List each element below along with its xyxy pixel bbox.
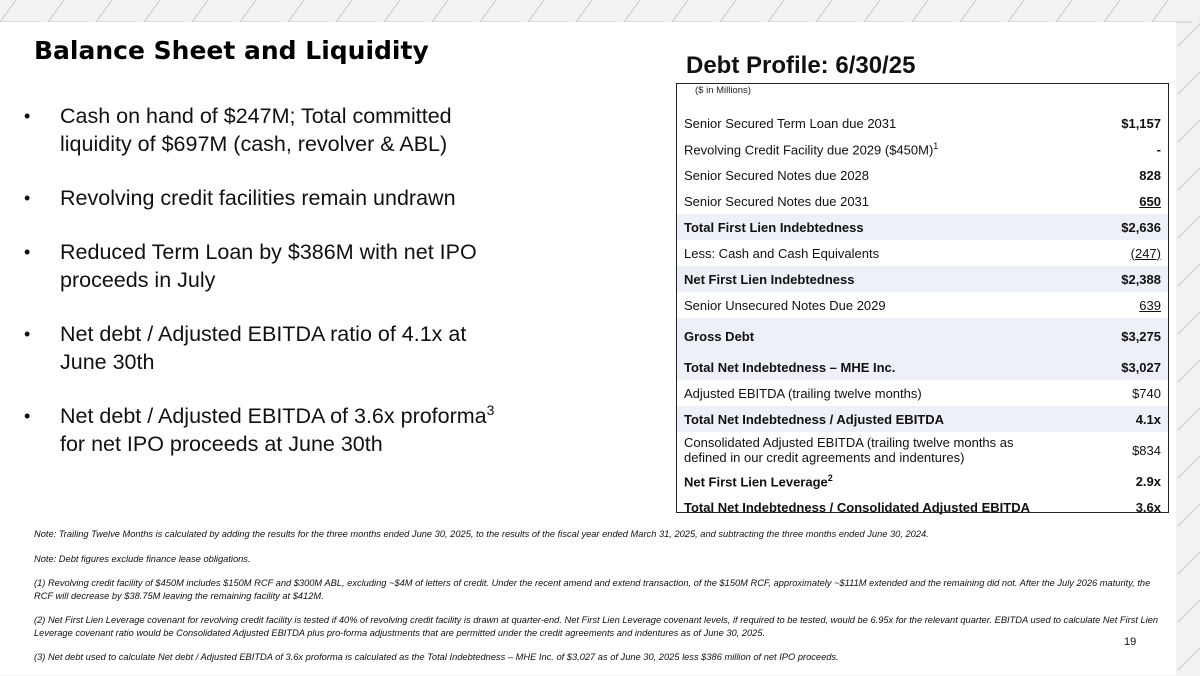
- debt-row: [677, 380, 1168, 406]
- debt-row: [677, 162, 1168, 188]
- debt-row: [677, 188, 1168, 214]
- debt-row: [677, 354, 1168, 380]
- debt-row-label: Net First Lien Leverage$^2$: [684, 472, 833, 490]
- debt-row-label: Consolidated Adjusted EBITDA (trailing twelve months as defined in our credit agreements and indentures): [684, 435, 1014, 465]
- bullet-dot-icon: •: [24, 106, 31, 126]
- debt-row-value: $3,275: [1064, 318, 1168, 354]
- bullet-dot-icon: •: [24, 324, 31, 344]
- debt-row-value: $3,027: [1064, 354, 1168, 380]
- debt-row: [677, 432, 1168, 468]
- slide-title: Balance Sheet and Liquidity: [34, 36, 429, 65]
- debt-row-label: Total Net Indebtedness – MHE Inc.: [677, 354, 1064, 380]
- debt-row-label: Senior Secured Notes due 2031: [684, 193, 870, 209]
- debt-row-value: -: [1156, 141, 1161, 157]
- debt-row: [677, 468, 1168, 494]
- debt-row-value: $2,636: [1064, 214, 1168, 240]
- debt-row-value: (247): [1130, 245, 1161, 261]
- debt-profile-table: [677, 110, 1168, 520]
- debt-row: [677, 318, 1168, 354]
- debt-row-label: Net First Lien Indebtedness: [677, 266, 1064, 292]
- debt-row-label: Total Net Indebtedness / Adjusted EBITDA: [677, 406, 1064, 432]
- bullet-list: [22, 102, 512, 484]
- bullet-item: • Net debt / Adjusted EBITDA of 3.6x proforma$^3$ for net IPO proceeds at June 30th: [24, 401, 495, 456]
- debt-row-label: Revolving Credit Facility due 2029 ($450M)$^1$: [684, 140, 939, 158]
- bullet-item: • Cash on hand of $247M; Total committed liquidity of $697M (cash, revolver & ABL): [24, 104, 452, 156]
- debt-row-value: 4.1x: [1064, 406, 1168, 432]
- debt-row-label: Senior Unsecured Notes Due 2029: [684, 297, 886, 313]
- debt-row: [677, 406, 1168, 432]
- debt-row-value: 828: [1139, 167, 1161, 183]
- debt-row-label: Adjusted EBITDA (trailing twelve months): [684, 385, 922, 401]
- debt-row-label: Senior Secured Term Loan due 2031: [684, 115, 897, 131]
- debt-profile-title: Debt Profile: 6/30/25: [686, 52, 916, 79]
- debt-row-value: $834: [1132, 442, 1161, 458]
- page-number: 19: [1124, 636, 1137, 648]
- slide-panel: [0, 22, 1176, 675]
- debt-row-label: Total First Lien Indebtedness: [677, 214, 1064, 240]
- bullet-dot-icon: •: [24, 242, 31, 262]
- footnotes: [34, 528, 1159, 676]
- debt-row-value: 2.9x: [1135, 473, 1161, 489]
- debt-row-value: 3.6x: [1135, 499, 1161, 515]
- footnote: Note: Trailing Twelve Months is calculated by adding the results for the three months ended June 30, 2025, to the results of the fiscal year ended March 31, 2025, and subtracting the three months ended June 30, 2024.: [34, 529, 929, 539]
- debt-profile-table-box: [676, 83, 1169, 513]
- debt-row: [677, 494, 1168, 520]
- debt-row: [677, 110, 1168, 136]
- debt-row-label: Gross Debt: [677, 318, 1064, 354]
- footnote: Note: Debt figures exclude finance lease obligations.: [34, 553, 251, 564]
- footnote: (2) Net First Lien Leverage covenant for revolving credit facility is tested if 40% of revolving credit facility is drawn at quarter-end. Net First Lien Leverage covenant levels, if required to be tested, would be 6.95x for the relevant quarter. EBITDA used to calculate Net First Lien Leverage covenant ratio would be Consolidated Adjusted EBITDA plus pro-forma adjustments that are permitted under the credit agreements and indentures as of June 30, 2025.: [34, 615, 1159, 638]
- bullet-item: • Net debt / Adjusted EBITDA ratio of 4.1x at June 30th: [24, 322, 467, 374]
- debt-row-value: $1,157: [1121, 115, 1161, 131]
- debt-row-value: $740: [1132, 385, 1161, 401]
- debt-row-value: 639: [1139, 297, 1161, 313]
- debt-row-label: Senior Secured Notes due 2028: [684, 167, 870, 183]
- debt-row: [677, 136, 1168, 162]
- debt-row-value: $2,388: [1064, 266, 1168, 292]
- debt-row: [677, 240, 1168, 266]
- bullet-dot-icon: •: [24, 406, 31, 426]
- debt-row: [677, 266, 1168, 292]
- footnote: (3) Net debt used to calculate Net debt / Adjusted EBITDA of 3.6x proforma is calculated as the Total Indebtedness – MHE Inc. of $3,027 as of June 30, 2025 less $386 million of net IPO proceeds.: [34, 652, 839, 662]
- debt-row: [677, 292, 1168, 318]
- debt-row: [677, 214, 1168, 240]
- bullet-item: • Reduced Term Loan by $386M with net IPO proceeds in July: [24, 240, 477, 292]
- debt-row-label: Less: Cash and Cash Equivalents: [684, 245, 880, 261]
- debt-row-value: 650: [1139, 193, 1161, 209]
- units-note: ($ in Millions): [695, 85, 751, 96]
- footnote: (1) Revolving credit facility of $450M includes $150M RCF and $300M ABL, excluding ~$4M of letters of credit. Under the recent amend and extend transaction, of the $150M RCF, approximately ~$111M extended and the remaining did not. After the July 2026 maturity, the RCF will decrease by $38.75M leaving the remaining facility at $412M.: [34, 578, 1151, 601]
- bullet-dot-icon: •: [24, 188, 31, 208]
- debt-row-label: Total Net Indebtedness / Consolidated Adjusted EBITDA: [684, 499, 1030, 515]
- bullet-item: • Revolving credit facilities remain undrawn: [24, 186, 456, 210]
